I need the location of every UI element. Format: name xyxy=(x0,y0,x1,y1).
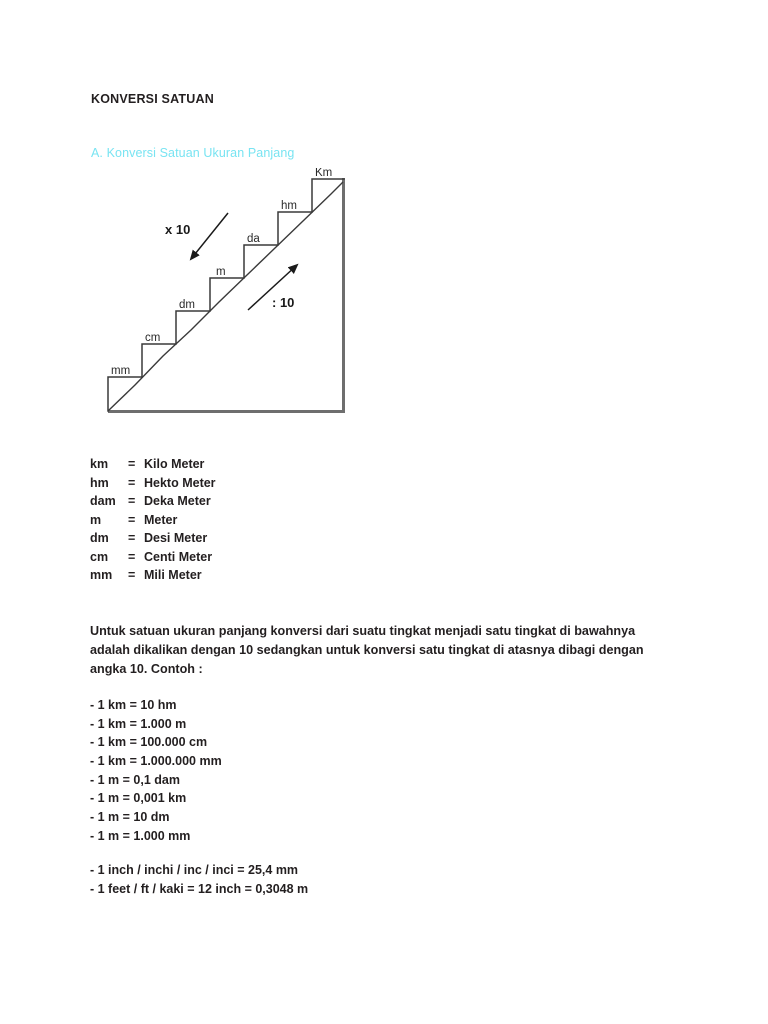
multiply-arrow-label: x 10 xyxy=(165,222,191,237)
step-label-m: m xyxy=(216,266,226,278)
abbreviation-full: Kilo Meter xyxy=(144,457,205,471)
example-row: - 1 km = 10 hm xyxy=(90,698,177,712)
example-row: - 1 m = 1.000 mm xyxy=(90,828,191,843)
abbreviation-short: hm xyxy=(90,475,109,490)
abbreviation-full: Hekto Meter xyxy=(144,475,216,490)
abbreviation-short: cm xyxy=(90,549,109,564)
abbreviation-equals: = xyxy=(128,568,136,582)
abbreviation-short: dam xyxy=(90,494,116,508)
example-row: - 1 km = 100.000 cm xyxy=(90,735,208,750)
abbreviation-row xyxy=(90,511,216,530)
abbreviation-short: dm xyxy=(90,531,109,545)
abbreviation-equals: = xyxy=(128,549,136,564)
abbreviation-full: Desi Meter xyxy=(144,531,208,545)
abbreviation-equals: = xyxy=(128,512,136,527)
examples-secondary-list xyxy=(90,861,308,898)
staircase-diagram xyxy=(95,168,360,423)
step-label-dm: dm xyxy=(179,299,195,311)
abbreviation-equals: = xyxy=(128,475,136,490)
abbreviation-full: Deka Meter xyxy=(144,494,211,508)
abbreviation-row xyxy=(90,492,216,511)
abbreviation-equals: = xyxy=(128,531,136,545)
step-label-da: da xyxy=(247,233,260,245)
abbreviation-short: m xyxy=(90,512,102,527)
step-label-mm: mm xyxy=(111,365,131,377)
step-label-hm: hm xyxy=(281,200,297,212)
examples-primary-list xyxy=(90,696,222,846)
abbreviation-row xyxy=(90,455,216,474)
abbreviation-row xyxy=(90,529,216,548)
example-row: - 1 feet / ft / kaki = 12 inch = 0,3048 m xyxy=(90,881,309,896)
abbreviation-equals: = xyxy=(128,494,136,508)
abbreviation-list xyxy=(90,455,216,585)
example-row: - 1 km = 1.000.000 mm xyxy=(90,754,222,769)
abbreviation-full: Meter xyxy=(144,512,178,527)
abbreviation-row xyxy=(90,474,216,493)
example-row: - 1 m = 0,1 dam xyxy=(90,772,180,787)
abbreviation-full: Centi Meter xyxy=(144,549,213,564)
example-row: - 1 m = 0,001 km xyxy=(90,791,187,806)
abbreviation-short: mm xyxy=(90,568,113,582)
page-title: KONVERSI SATUAN xyxy=(91,92,214,106)
example-row: - 1 inch / inchi / inc / inci = 25,4 mm xyxy=(90,863,299,877)
abbreviation-full: Mili Meter xyxy=(144,568,202,582)
divide-arrow-label: : 10 xyxy=(272,295,295,310)
abbreviation-row xyxy=(90,566,216,585)
abbreviation-short: km xyxy=(90,457,109,471)
example-row: - 1 m = 10 dm xyxy=(90,810,170,825)
example-row: - 1 km = 1.000 m xyxy=(90,716,187,731)
abbreviation-row xyxy=(90,548,216,567)
step-label-km: Km xyxy=(315,168,333,179)
abbreviation-equals: = xyxy=(128,457,136,471)
section-heading: A. Konversi Satuan Ukuran Panjang xyxy=(91,146,295,160)
multiply-arrow xyxy=(191,213,228,259)
step-label-cm: cm xyxy=(145,332,161,344)
explanation-paragraph: Untuk satuan ukuran panjang konversi dari suatu tingkat menjadi satu tingkat di bawahnya adalah dikalikan dengan 10 sedangkan untuk konversi satu tingkat di atasnya dibagi dengan angka 10. Contoh : xyxy=(90,624,644,676)
